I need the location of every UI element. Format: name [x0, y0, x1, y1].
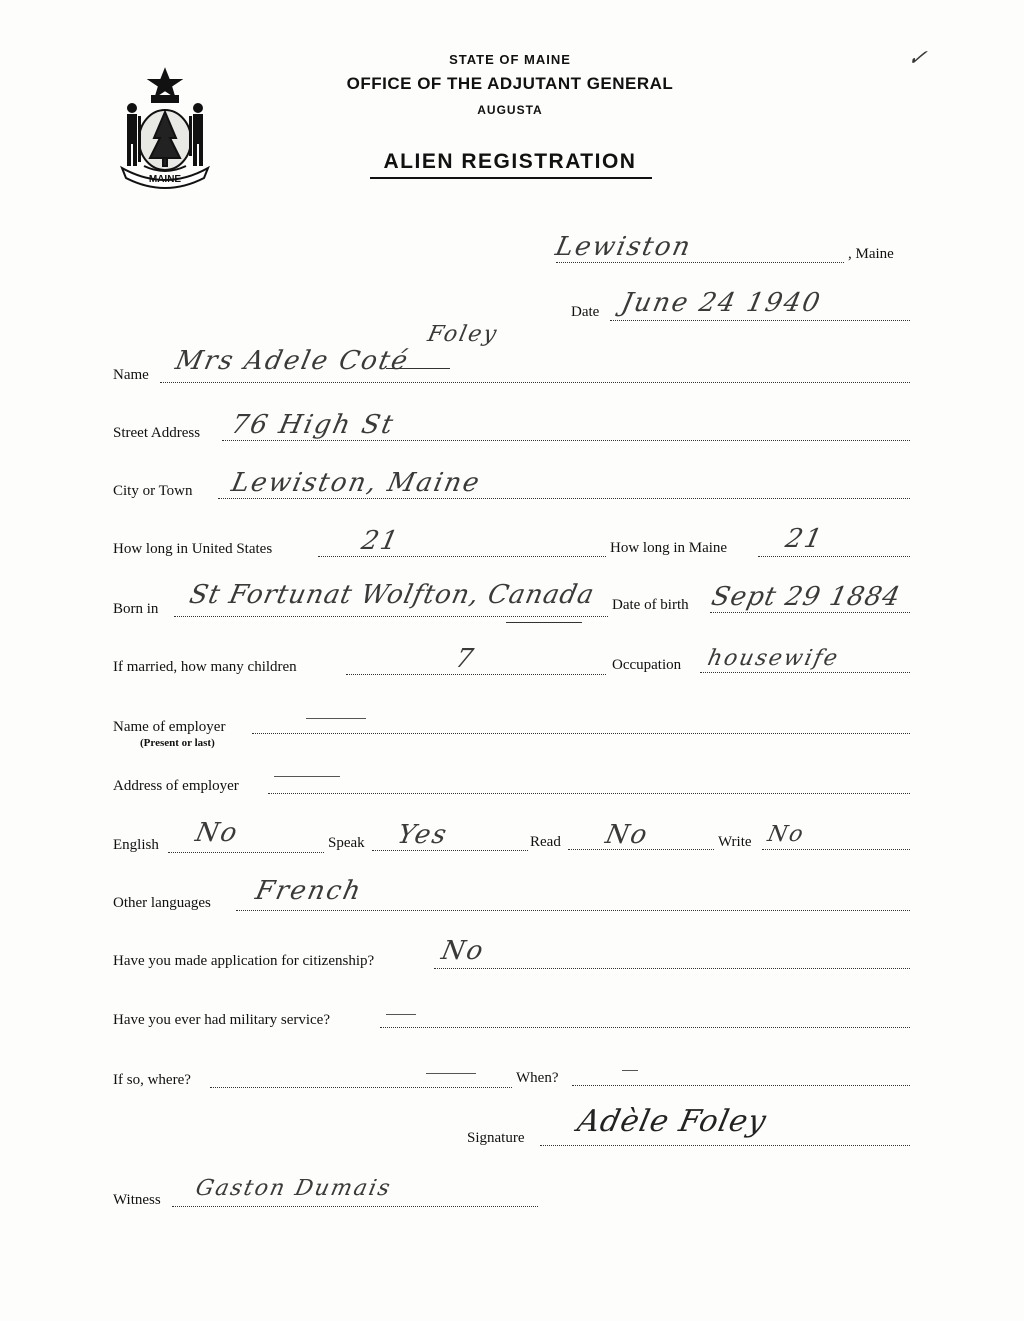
how-long-us-line	[318, 556, 606, 557]
citizenship-label: Have you made application for citizenship?	[113, 953, 375, 969]
employer-note: (Present or last)	[140, 737, 215, 749]
how-long-maine-label: How long in Maine	[610, 540, 728, 556]
name-value[interactable]: Mrs Adele Coté	[172, 346, 413, 376]
military-line	[380, 1027, 910, 1028]
signature-label: Signature	[467, 1130, 525, 1146]
street-address-value[interactable]: 76 High St	[228, 410, 398, 440]
name-correction-value[interactable]: Foley	[425, 322, 501, 347]
where-label: If so, where?	[113, 1072, 191, 1088]
write-value[interactable]: No	[765, 822, 808, 847]
when-label: When?	[516, 1070, 559, 1086]
when-line	[572, 1085, 910, 1086]
name-line	[160, 382, 910, 383]
when-dash	[622, 1070, 638, 1071]
witness-label: Witness	[113, 1192, 161, 1208]
maine-state-seal-icon	[112, 66, 218, 190]
english-line	[168, 852, 324, 853]
signature-line	[540, 1145, 910, 1146]
employer-address-line	[268, 793, 910, 794]
location-city-value[interactable]: Lewiston	[552, 232, 695, 262]
date-value[interactable]: June 24 1940	[618, 288, 825, 318]
street-address-line	[222, 440, 910, 441]
state-heading: STATE OF MAINE	[449, 52, 571, 67]
how-long-us-label: How long in United States	[113, 541, 273, 557]
employer-line	[252, 733, 910, 734]
children-line	[346, 674, 606, 675]
speak-label: Speak	[328, 835, 365, 851]
how-long-maine-line	[758, 556, 910, 557]
other-languages-value[interactable]: French	[252, 876, 366, 906]
how-long-maine-value[interactable]: 21	[782, 524, 827, 554]
office-heading: OFFICE OF THE ADJUTANT GENERAL	[346, 74, 674, 93]
where-dash	[426, 1073, 476, 1074]
check-mark-icon: ✓	[905, 46, 932, 71]
city-town-value[interactable]: Lewiston, Maine	[228, 468, 484, 498]
occupation-line	[700, 672, 910, 673]
born-in-underline	[506, 622, 582, 623]
street-address-label: Street Address	[113, 425, 201, 441]
date-line	[610, 320, 910, 321]
location-line	[556, 262, 844, 263]
english-label: English	[113, 837, 159, 853]
born-in-label: Born in	[113, 601, 159, 617]
where-line	[210, 1087, 512, 1088]
other-languages-label: Other languages	[113, 895, 211, 911]
employer-label: Name of employer	[113, 719, 226, 735]
born-in-line	[174, 616, 608, 617]
military-dash	[386, 1014, 416, 1015]
children-value[interactable]: 7	[452, 644, 478, 674]
title-underline	[370, 177, 652, 179]
date-of-birth-value[interactable]: Sept 29 1884	[708, 582, 904, 612]
citizenship-line	[434, 968, 910, 969]
read-label: Read	[530, 834, 561, 850]
other-languages-line	[236, 910, 910, 911]
speak-value[interactable]: Yes	[394, 820, 451, 850]
children-label: If married, how many children	[113, 659, 297, 675]
military-label: Have you ever had military service?	[113, 1012, 330, 1028]
name-strikethrough	[386, 368, 450, 369]
maine-label: , Maine	[848, 246, 894, 262]
how-long-us-value[interactable]: 21	[358, 526, 403, 556]
english-value[interactable]: No	[192, 818, 242, 848]
read-value[interactable]: No	[602, 820, 652, 850]
witness-line	[172, 1206, 538, 1207]
form-title: ALIEN REGISTRATION	[383, 150, 637, 173]
born-in-value[interactable]: St Fortunat Wolfton, Canada	[186, 580, 598, 610]
date-of-birth-line	[710, 612, 910, 613]
city-town-label: City or Town	[113, 483, 193, 499]
seal-label: MAINE	[148, 174, 182, 185]
signature-value[interactable]: Adèle Foley	[574, 1104, 770, 1139]
employer-address-label: Address of employer	[113, 778, 239, 794]
name-label: Name	[113, 367, 149, 383]
employer-address-dash	[274, 776, 340, 777]
city-town-line	[218, 498, 910, 499]
witness-value[interactable]: Gaston Dumais	[193, 1176, 395, 1201]
employer-dash	[306, 718, 366, 719]
occupation-value[interactable]: housewife	[705, 646, 842, 671]
date-label: Date	[571, 304, 600, 320]
speak-line	[372, 850, 528, 851]
occupation-label: Occupation	[612, 657, 682, 673]
citizenship-value[interactable]: No	[438, 936, 488, 966]
write-label: Write	[718, 834, 752, 850]
city-heading: AUGUSTA	[477, 103, 543, 117]
date-of-birth-label: Date of birth	[612, 597, 689, 613]
write-line	[762, 849, 910, 850]
